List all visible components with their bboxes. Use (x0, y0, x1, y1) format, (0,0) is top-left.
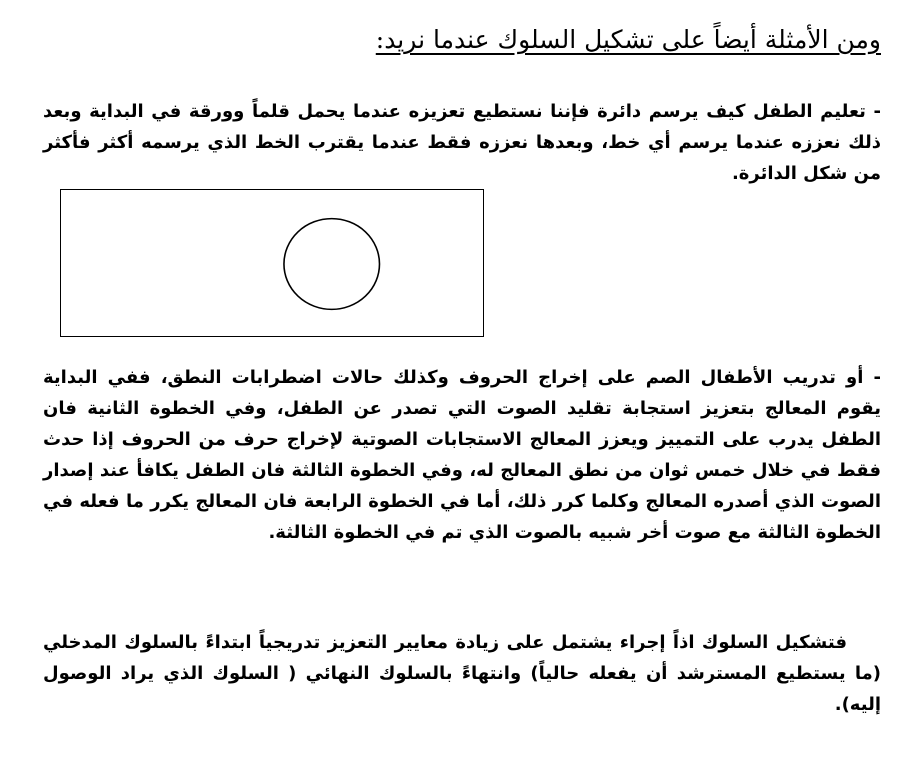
circle-shape (284, 219, 380, 310)
circle-drawing-svg (61, 190, 483, 336)
section-heading: ومن الأمثلة أيضاً على تشكيل السلوك عندما نريد: (375, 25, 881, 54)
paragraph-shaping-definition: فتشكيل السلوك اذاً إجراء يشتمل على زيادة معايير التعزيز تدريجياً ابتداءً بالسلوك المدخلي (ما يستطيع المسترشد أن يفعله حالياً) وانتهاءً بالسلوك النهائي ( السلوك الذي يراد الوصول إليه). (43, 632, 881, 715)
paragraph-circle-drawing: - تعليم الطفل كيف يرسم دائرة فإننا نستطيع تعزيزه عندما يحمل قلماً وورقة في البداية وبعد ذلك نعززه عندما يرسم أي خط، وبعدها نعززه فقط عندما يقترب الخط الذي يرسمه أكثر فأكثر من شكل الدائرة. (43, 101, 881, 184)
circle-illustration (60, 189, 484, 337)
paragraph-deaf-children-training: - أو تدريب الأطفال الصم على إخراج الحروف وكذلك حالات اضطرابات النطق، ففي البداية يقوم المعالج بتعزيز استجابة تقليد الصوت التي تصدر عن الطفل، وفي الخطوة الثانية فان الطفل يدرب على التمييز ويعزز المعالج الاستجابات الصوتية لإخراج حرف من الحروف إذا حدث فقط في خلال خمس ثوان من نطق المعالج له، وفي الخطوة الثالثة فان الطفل يكافأ عند إصدار الصوت الذي أصدره المعالج وكلما كرر ذلك، أما في الخطوة الرابعة فان المعالج يكرر ما فعله في الخطوة الثالثة مع صوت أخر شبيه بالصوت الذي تم في الخطوة الثالثة. (43, 367, 881, 543)
